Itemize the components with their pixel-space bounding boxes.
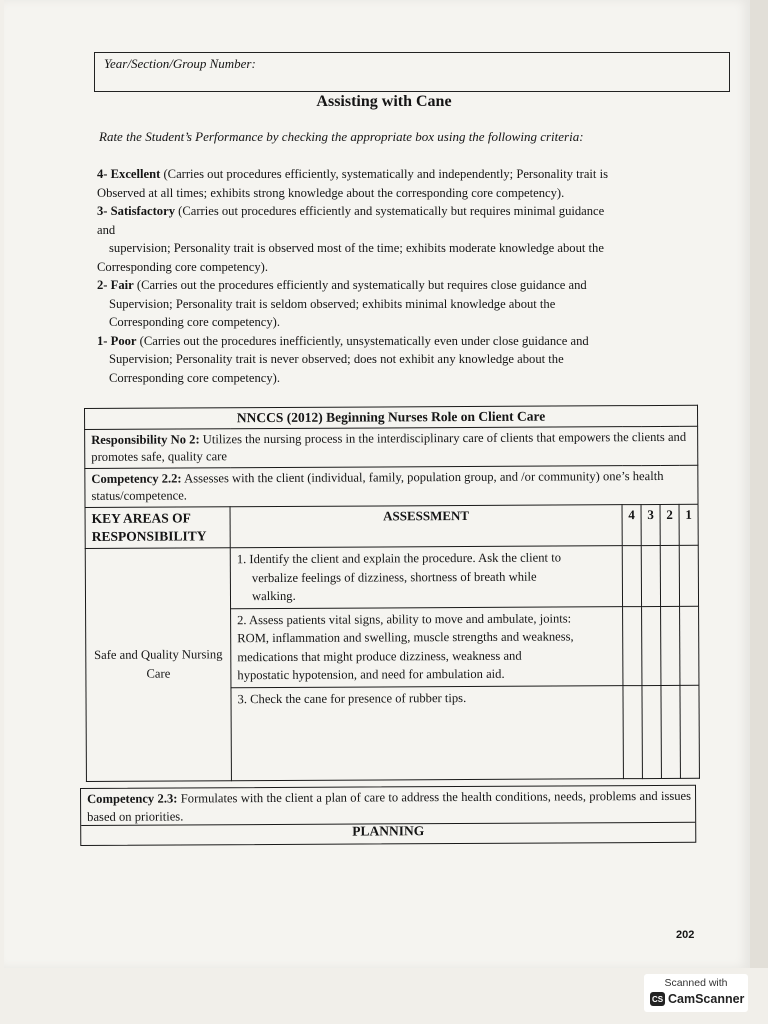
key-areas-header: KEY AREAS OF RESPONSIBILITY xyxy=(85,507,230,549)
rating-checkbox-2[interactable] xyxy=(661,685,680,778)
document-title: Assisting with Cane xyxy=(316,93,452,110)
criterion-satisfactory xyxy=(97,202,657,221)
grade-label: 2- Fair xyxy=(97,278,134,292)
item-text: ROM, inflammation and swelling, muscle strengths and weakness, xyxy=(237,629,574,646)
criterion-text: Corresponding core competency). xyxy=(109,370,281,385)
rating-checkbox-4[interactable] xyxy=(622,546,641,607)
responsibility-label: Responsibility No 2: xyxy=(91,432,200,447)
grade-label: 3- Satisfactory xyxy=(97,204,175,218)
criterion-text: Supervision; Personality trait is seldom observed; exhibits minimal knowledge about the xyxy=(109,296,556,311)
grade-label: 1- Poor xyxy=(97,333,137,348)
criterion-text: (Carries out procedures efficiently and systematically but requires minimal guidance xyxy=(178,204,605,218)
year-section-group-label: Year/Section/Group Number: xyxy=(104,56,256,71)
rating-checkbox-4[interactable] xyxy=(623,606,642,685)
competency-2-3-label: Competency 2.3: xyxy=(87,791,178,806)
competency-text: Assesses with the client (individual, family, population group, and /or community) one’s health status/competence. xyxy=(91,468,664,503)
grade-label: 4- Excellent xyxy=(97,167,161,181)
criterion-text: Corresponding core competency). xyxy=(109,315,281,329)
criterion-excellent xyxy=(97,165,657,184)
rating-checkbox-2[interactable] xyxy=(660,545,679,606)
rating-checkbox-3[interactable] xyxy=(642,606,661,685)
criterion-text: Observed at all times; exhibits strong knowledge about the corresponding core competency). xyxy=(97,185,565,200)
rating-checkbox-3[interactable] xyxy=(641,545,660,606)
criterion-fair xyxy=(97,276,657,295)
rating-checkbox-1[interactable] xyxy=(680,606,699,685)
criterion-poor xyxy=(97,332,657,351)
criterion-text: supervision; Personality trait is observed most of the time; exhibits moderate knowledge about the xyxy=(109,241,604,255)
competency-row xyxy=(85,465,698,507)
criterion-text: and xyxy=(97,222,116,237)
item-text: verbalize feelings of dizziness, shortness of breath while xyxy=(251,569,537,585)
camscanner-watermark xyxy=(644,974,748,1012)
rating-header-1: 1 xyxy=(679,504,698,545)
item-text: 3. Check the cane for presence of rubber tips. xyxy=(237,690,467,706)
page-edge xyxy=(750,0,768,968)
assessment-item-2 xyxy=(231,606,623,687)
item-text: medications that might produce dizziness, weakness and xyxy=(237,648,522,664)
camscanner-logo-icon: CS xyxy=(650,992,665,1006)
assessment-item-1 xyxy=(230,546,622,609)
rating-header-2: 2 xyxy=(660,504,679,545)
assessment-header: ASSESSMENT xyxy=(230,505,622,548)
rating-checkbox-1[interactable] xyxy=(679,545,698,606)
rating-header-3: 3 xyxy=(641,504,660,545)
watermark-brand: CamScanner xyxy=(668,992,745,1006)
assessment-item-3 xyxy=(231,685,623,780)
rating-header-4: 4 xyxy=(622,505,641,546)
competency-2-3-body: Formulates with the client a plan of care to address the health conditions, needs, problems and issues based on priorities. xyxy=(87,788,692,824)
criterion-text: (Carries out the procedures inefficiently, unsystematically even under close guidance and xyxy=(139,333,589,348)
page-number: 202 xyxy=(676,929,695,941)
watermark-brand-row xyxy=(650,992,744,1006)
rating-instruction: Rate the Student’s Performance by checking the appropriate box using the following criteria: xyxy=(99,129,584,144)
criterion-text: Corresponding core competency). xyxy=(97,259,269,274)
responsibility-text: Utilizes the nursing process in the interdisciplinary care of clients that empowers the clients and promotes safe, quality care xyxy=(91,429,687,464)
watermark-caption: Scanned with xyxy=(664,977,728,989)
rating-checkbox-1[interactable] xyxy=(680,685,699,778)
planning-heading: PLANNING xyxy=(352,823,425,839)
item-text: hypostatic hypotension, and need for ambulation aid. xyxy=(237,666,505,683)
rating-checkbox-4[interactable] xyxy=(623,685,642,778)
competency-2-3-text xyxy=(87,787,691,826)
criterion-text: Supervision; Personality trait is never observed; does not exhibit any knowledge about the xyxy=(109,352,564,366)
item-text: walking. xyxy=(251,588,296,604)
table-heading: NNCCS (2012) Beginning Nurses Role on Client Care xyxy=(85,405,698,429)
item-text: 1. Identify the client and explain the procedure. Ask the client to xyxy=(236,550,562,567)
criterion-text: (Carries out the procedures efficiently and systematically but requires close guidance and xyxy=(136,278,587,292)
rating-criteria xyxy=(97,165,657,387)
criterion-text: (Carries out procedures efficiently, systematically and independently; Personality trait is xyxy=(163,167,608,181)
key-area-cell: Safe and Quality Nursing Care xyxy=(85,548,231,781)
item-text: 2. Assess patients vital signs, ability to move and ambulate, joints: xyxy=(237,610,572,627)
table-row xyxy=(85,545,698,609)
rating-checkbox-2[interactable] xyxy=(661,606,680,685)
assessment-table xyxy=(84,405,700,782)
competency-2-3-box xyxy=(80,785,696,846)
responsibility-row xyxy=(85,426,698,468)
rating-checkbox-3[interactable] xyxy=(642,685,661,778)
competency-label: Competency 2.2: xyxy=(91,471,182,486)
